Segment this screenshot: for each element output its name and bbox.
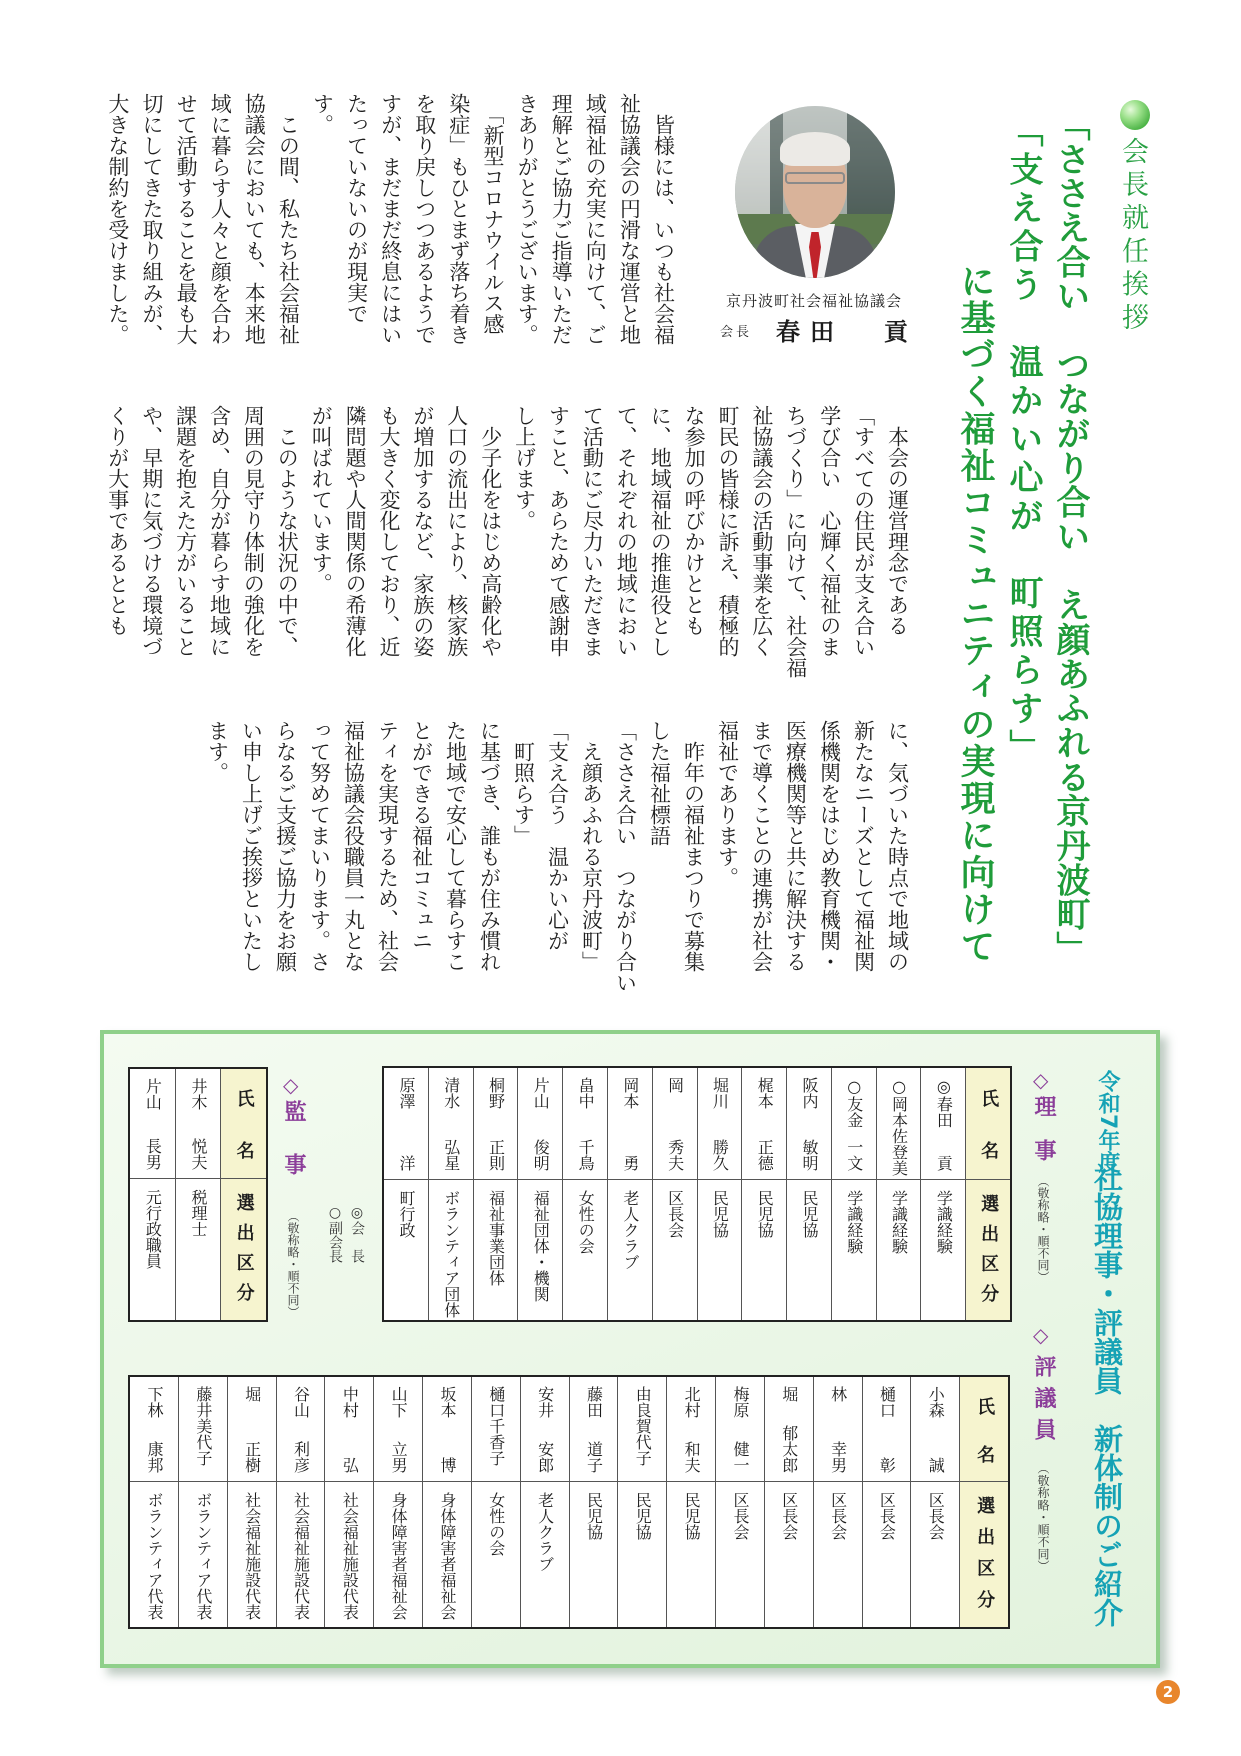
text-column: 「新型コロナウイルス感 — [481, 93, 505, 335]
member-category-cell — [429, 1180, 473, 1320]
text-column: 課題を抱えた方がいること — [173, 405, 198, 657]
text-column: って努めてまいります。さ — [307, 720, 332, 972]
section-heading: 会長就任挨拶 — [1117, 137, 1148, 330]
slogan-title-line-1: 「ささえ合い つながり合い え顔あふれる京丹波町」 — [1050, 107, 1090, 965]
member-category-cell — [176, 1179, 221, 1320]
member-surname: 坂本 — [437, 1386, 457, 1418]
member-category-cell — [911, 1482, 959, 1627]
member-name-cell — [563, 1068, 607, 1180]
text-column: 本会の運営理念である — [885, 405, 910, 636]
member-surname: 藤井美代子 — [193, 1386, 213, 1466]
member-category: ボランティア代表 — [193, 1492, 213, 1620]
text-column: 町照らす」 — [511, 720, 536, 846]
header-category-label: 選出区分 — [233, 1193, 255, 1301]
chairman-photo — [735, 106, 895, 278]
member-given-name: 正則 — [486, 1139, 506, 1171]
text-column: とができる福祉コミュニ — [409, 720, 434, 951]
member-name-cell — [814, 1377, 862, 1482]
member-category: 税理士 — [188, 1189, 208, 1237]
member-name-cell — [518, 1068, 562, 1180]
member-given-name: 康邦 — [145, 1441, 164, 1473]
text-column: 係機関をはじめ教育機関・ — [817, 720, 842, 972]
text-column: 染症」もひとまず落ち着き — [446, 93, 471, 345]
member-given-name: 勇 — [620, 1155, 640, 1171]
text-column: 域福祉の充実に向けて、ご — [583, 93, 608, 345]
member-category: ボランティア団体 — [441, 1190, 461, 1318]
member-name-cell — [863, 1377, 911, 1482]
member-category: 学識経験 — [844, 1190, 864, 1254]
member-given-name: 正樹 — [242, 1441, 262, 1473]
header-category-label: 選出区分 — [974, 1496, 996, 1608]
member-surname: ○岡本佐登美 — [889, 1077, 909, 1176]
member-surname: 樋口 — [877, 1386, 897, 1418]
member-surname: 堀川 — [710, 1077, 730, 1109]
member-surname: 梶本 — [755, 1077, 775, 1109]
member-column — [653, 1068, 698, 1320]
member-given-name: 安郎 — [535, 1441, 555, 1473]
member-surname: 清水 — [441, 1077, 461, 1109]
member-category-cell — [618, 1482, 666, 1627]
councilors-note: （敬称略・順不同） — [1036, 1462, 1050, 1572]
member-category: 女性の会 — [576, 1190, 596, 1254]
text-column: した福祉標語 — [647, 720, 672, 846]
member-name-cell — [228, 1377, 276, 1482]
header-name-cell — [966, 1068, 1010, 1180]
text-column: 協議会においても、本来地 — [242, 93, 267, 345]
member-given-name: 千鳥 — [576, 1139, 596, 1171]
member-category-cell — [921, 1180, 965, 1320]
member-name-cell — [176, 1069, 221, 1179]
member-column — [863, 1377, 912, 1627]
header-name-label: 氏名 — [974, 1396, 996, 1463]
text-column: 医療機関等と共に解決する — [783, 720, 808, 972]
member-category: 区長会 — [828, 1492, 848, 1540]
text-column: 昨年の福祉まつりで募集 — [681, 720, 706, 972]
text-column: し上げます。 — [512, 405, 537, 531]
member-surname: 安井 — [535, 1386, 555, 1418]
photo-glasses — [785, 172, 845, 184]
member-category-cell — [832, 1180, 876, 1320]
text-column: らなるご支援ご協力をお願 — [273, 720, 298, 972]
auditors-note: （敬称略・順不同） — [286, 1210, 300, 1318]
member-category: 区長会 — [779, 1492, 799, 1540]
member-surname: 岡本 — [620, 1077, 640, 1109]
header-category-cell — [966, 1180, 1010, 1320]
member-name-cell — [698, 1068, 742, 1180]
member-column — [176, 1069, 222, 1320]
member-name-cell — [277, 1377, 325, 1482]
member-given-name: 郁太郎 — [779, 1425, 799, 1473]
member-surname: 桐野 — [486, 1077, 506, 1109]
member-name-cell — [521, 1377, 569, 1482]
member-surname: 谷山 — [291, 1386, 311, 1418]
header-name-cell — [960, 1377, 1008, 1482]
caption-role: 会長 — [720, 325, 753, 340]
slogan-title-line-2: 「支え合う 温かい心が 町照らす」 — [1003, 113, 1043, 763]
text-column: 少子化をはじめ高齢化や — [478, 405, 503, 657]
member-category: 老人クラブ — [535, 1492, 555, 1572]
text-column: 祉協議会の活動事業を広く — [749, 405, 774, 657]
member-category-cell — [521, 1482, 569, 1627]
member-given-name: 立男 — [389, 1441, 409, 1473]
member-given-name: 和夫 — [682, 1441, 702, 1473]
text-column: 「支え合う 温かい心が — [545, 720, 570, 951]
member-name-cell — [921, 1068, 965, 1180]
text-column: 周囲の見守り体制の強化を — [241, 405, 266, 657]
text-column: たっていないのが現実で — [344, 93, 369, 324]
text-column: 人口の流出により、核家族 — [444, 405, 469, 657]
member-name-cell — [618, 1377, 666, 1482]
member-category: ボランティア代表 — [145, 1492, 164, 1620]
text-column: ます。 — [205, 720, 230, 783]
member-category: 社会福祉施設代表 — [291, 1492, 311, 1620]
member-name-cell — [474, 1068, 518, 1180]
member-category-cell — [716, 1482, 764, 1627]
roster-year: 令和7年度 — [1095, 1070, 1120, 1174]
text-column: 新たなニーズとして福祉関 — [851, 720, 876, 972]
caption-given-name: 貢 — [884, 317, 908, 346]
member-surname: 片山 — [143, 1078, 163, 1110]
member-surname: 藤田 — [584, 1386, 604, 1418]
member-given-name: 彰 — [877, 1457, 897, 1473]
green-bullet-icon — [1120, 100, 1150, 130]
member-category-cell — [667, 1482, 715, 1627]
member-name-cell — [130, 1377, 178, 1482]
member-category: 福祉事業団体 — [486, 1190, 506, 1286]
text-column: くりが大事であるととも — [105, 405, 130, 636]
member-column — [384, 1068, 429, 1320]
legend-vice-chair: ○副会長 — [327, 1205, 343, 1263]
member-category: 身体障害者福祉会 — [437, 1492, 457, 1620]
member-given-name: 洋 — [396, 1155, 416, 1171]
member-category: 社会福祉施設代表 — [340, 1492, 360, 1620]
member-column — [608, 1068, 653, 1320]
text-column: に、気づいた時点で地域の — [885, 720, 910, 972]
member-column — [423, 1377, 472, 1627]
member-name-cell — [179, 1377, 227, 1482]
member-category-cell — [765, 1482, 813, 1627]
text-column: ちづくり」に向けて、社会福 — [783, 405, 808, 678]
member-column — [618, 1377, 667, 1627]
member-surname: 岡 — [665, 1077, 685, 1093]
text-column: な参加の呼びかけととも — [682, 405, 707, 636]
member-name-cell — [911, 1377, 959, 1482]
directors-label: 理 事 — [1031, 1095, 1056, 1161]
member-column — [877, 1068, 922, 1320]
member-given-name: 利彦 — [291, 1441, 311, 1473]
text-column: 理解とご協力ご指導いただ — [549, 93, 574, 345]
text-column: 福祉であります。 — [715, 720, 740, 888]
member-name-cell — [423, 1377, 471, 1482]
member-category-cell — [877, 1180, 921, 1320]
table-header-column — [960, 1377, 1008, 1627]
councilors-label: 評議員 — [1031, 1355, 1056, 1440]
member-surname: 畠中 — [576, 1077, 596, 1109]
directors-note: （敬称略・順不同） — [1036, 1175, 1050, 1283]
member-category: 女性の会 — [486, 1492, 506, 1556]
member-name-cell — [429, 1068, 473, 1180]
text-column: この間、私たち社会福祉 — [276, 93, 301, 345]
member-category: 福祉団体・機関 — [531, 1190, 551, 1302]
member-given-name: 弘星 — [441, 1139, 461, 1171]
text-column: ティを実現するため、社会 — [375, 720, 400, 972]
member-surname: 片山 — [531, 1077, 551, 1109]
member-name-cell — [667, 1377, 715, 1482]
text-column: 福祉協議会役職員一丸とな — [341, 720, 366, 972]
text-column: が増加するなど、家族の姿 — [410, 405, 435, 657]
member-category-cell — [374, 1482, 422, 1627]
text-column: このような状況の中で、 — [275, 405, 300, 657]
member-column — [716, 1377, 765, 1627]
member-column — [570, 1377, 619, 1627]
member-column — [518, 1068, 563, 1320]
header-name-label: 氏名 — [233, 1089, 255, 1159]
member-category-cell — [787, 1180, 831, 1320]
member-column — [563, 1068, 608, 1320]
member-surname: 堀 — [779, 1386, 799, 1402]
member-column — [911, 1377, 960, 1627]
member-given-name: 健一 — [730, 1441, 750, 1473]
member-name-cell — [325, 1377, 373, 1482]
member-name-cell — [608, 1068, 652, 1180]
member-column — [787, 1068, 832, 1320]
member-category: 区長会 — [926, 1492, 946, 1540]
member-category-cell — [384, 1180, 428, 1320]
text-column: て、それぞれの地域におい — [614, 405, 639, 657]
diamond-outline-icon: ◇ — [283, 1073, 299, 1097]
member-name-cell — [653, 1068, 697, 1180]
member-column — [325, 1377, 374, 1627]
member-surname: 井木 — [188, 1078, 208, 1110]
member-name-cell — [765, 1377, 813, 1482]
member-surname: ◎春田 — [934, 1077, 954, 1128]
member-column — [832, 1068, 877, 1320]
member-given-name: 幸男 — [828, 1441, 848, 1473]
member-surname: 中村 — [340, 1386, 360, 1418]
text-column: 祉協議会の円滑な運営と地 — [617, 93, 642, 345]
text-column: せて活動することを最も大 — [174, 93, 199, 345]
member-surname: 北村 — [682, 1386, 702, 1418]
member-given-name: 長男 — [143, 1138, 163, 1170]
text-column: 隣問題や人間関係の希薄化 — [343, 405, 368, 657]
text-column: すが、まだまだ終息にはい — [378, 93, 403, 345]
member-category-cell — [742, 1180, 786, 1320]
member-category: 民児協 — [584, 1492, 604, 1540]
text-column: すこと、あらためて感謝申 — [546, 405, 571, 657]
caption-organization: 京丹波町社会福祉協議会 — [725, 292, 902, 310]
member-given-name: 悦夫 — [188, 1138, 208, 1170]
text-column: 含め、自分が暮らす地域に — [207, 405, 232, 657]
member-name-cell — [130, 1069, 175, 1179]
member-name-cell — [570, 1377, 618, 1482]
member-category: 民児協 — [799, 1190, 819, 1238]
auditors-table — [128, 1067, 268, 1322]
member-surname: 由良賀代子 — [633, 1386, 653, 1466]
member-column — [742, 1068, 787, 1320]
member-category-cell — [472, 1482, 520, 1627]
member-category: 民児協 — [755, 1190, 775, 1238]
member-name-cell — [877, 1068, 921, 1180]
member-category: 区長会 — [665, 1190, 685, 1238]
member-column — [429, 1068, 474, 1320]
text-column: に基づき、誰もが住み慣れ — [477, 720, 502, 972]
table-header-column — [966, 1068, 1010, 1320]
caption-surname: 春田 — [776, 317, 844, 346]
text-column: 皆様には、いつも社会福 — [651, 93, 676, 345]
member-category-cell — [277, 1482, 325, 1627]
member-given-name: 正德 — [755, 1139, 775, 1171]
member-given-name: 貢 — [934, 1155, 954, 1171]
member-surname: 阪内 — [799, 1077, 819, 1109]
diamond-outline-icon: ◇ — [1033, 1068, 1049, 1092]
member-surname: 林 — [828, 1386, 848, 1402]
member-given-name: 一文 — [844, 1139, 864, 1171]
member-category: 区長会 — [877, 1492, 897, 1540]
text-column: 「ささえ合い つながり合い — [613, 720, 638, 993]
header-name-label: 氏名 — [978, 1089, 1000, 1159]
member-column — [277, 1377, 326, 1627]
text-column: に、地域福祉の推進役とし — [648, 405, 673, 657]
member-name-cell — [374, 1377, 422, 1482]
text-column: も大きく変化しており、近 — [377, 405, 401, 657]
directors-table — [382, 1066, 1012, 1322]
member-column — [667, 1377, 716, 1627]
member-category-cell — [325, 1482, 373, 1627]
member-category-cell — [130, 1482, 178, 1627]
member-name-cell — [716, 1377, 764, 1482]
diamond-outline-icon: ◇ — [1033, 1323, 1049, 1347]
member-column — [179, 1377, 228, 1627]
member-category-cell — [570, 1482, 618, 1627]
member-given-name: 博 — [437, 1457, 457, 1473]
member-name-cell — [472, 1377, 520, 1482]
header-category-cell — [960, 1482, 1008, 1627]
member-column — [374, 1377, 423, 1627]
header-name-cell — [221, 1069, 266, 1179]
member-category-cell — [130, 1179, 175, 1320]
text-column: い申し上げご挨拶といたし — [239, 720, 264, 972]
member-surname: ○友金 — [844, 1077, 864, 1128]
member-category-cell — [474, 1180, 518, 1320]
member-name-cell — [832, 1068, 876, 1180]
member-surname: 山下 — [389, 1386, 409, 1418]
text-column: て活動にご尽力いただきま — [580, 405, 605, 657]
member-given-name: 道子 — [584, 1441, 604, 1473]
text-column: を取り戻しつつあるようで — [412, 93, 437, 345]
member-given-name: 俊明 — [531, 1139, 551, 1171]
page-number-badge: 2 — [1156, 1680, 1180, 1704]
member-column — [472, 1377, 521, 1627]
member-category-cell — [179, 1482, 227, 1627]
roster-title: 社協理事・評議員 新体制のご紹介 — [1090, 1163, 1124, 1627]
member-category-cell — [698, 1180, 742, 1320]
member-category-cell — [518, 1180, 562, 1320]
member-category: 学識経験 — [934, 1190, 954, 1254]
member-category: 民児協 — [682, 1492, 702, 1540]
member-category: 社会福祉施設代表 — [242, 1492, 262, 1620]
text-column: 「すべての住民が支え合い — [851, 405, 876, 657]
text-column: まで導くことの連携が社会 — [749, 720, 774, 972]
member-category: 元行政職員 — [143, 1189, 163, 1269]
member-given-name: 誠 — [926, 1457, 946, 1473]
member-category: 老人クラブ — [620, 1190, 640, 1270]
header-category-cell — [221, 1179, 266, 1320]
slogan-title-line-3: に基づく福祉コミュニティの実現に向けて — [955, 263, 995, 963]
text-column: 大きな制約を受けました。 — [105, 93, 130, 345]
table-header-column — [221, 1069, 266, 1320]
text-column: 切にしてきた取り組みが、 — [140, 93, 164, 345]
text-column: た地域で安心して暮らすこ — [443, 720, 468, 972]
text-column: 町民の皆様に訴え、積極的 — [716, 405, 740, 657]
member-category-cell — [423, 1482, 471, 1627]
member-category: 学識経験 — [889, 1190, 909, 1254]
photo-hair — [780, 132, 850, 166]
member-category: 民児協 — [710, 1190, 730, 1238]
member-surname: 小森 — [926, 1386, 946, 1418]
member-category-cell — [228, 1482, 276, 1627]
member-surname: 原澤 — [396, 1077, 416, 1109]
header-category-label: 選出区分 — [978, 1194, 1000, 1302]
member-category: 町行政 — [396, 1190, 416, 1238]
member-category: 身体障害者福祉会 — [389, 1492, 409, 1620]
text-column: 学び合い 心輝く福祉のま — [817, 405, 842, 657]
member-surname: 梅原 — [730, 1386, 750, 1418]
member-name-cell — [787, 1068, 831, 1180]
member-column — [698, 1068, 743, 1320]
member-surname: 堀 — [242, 1386, 262, 1402]
councilors-table — [128, 1375, 1010, 1629]
member-category-cell — [814, 1482, 862, 1627]
text-column: す。 — [310, 93, 335, 135]
member-category-cell — [653, 1180, 697, 1320]
member-column — [130, 1377, 179, 1627]
member-given-name: 弘 — [340, 1457, 360, 1473]
member-category-cell — [563, 1180, 607, 1320]
member-surname: 樋口千香子 — [486, 1386, 506, 1466]
member-column — [521, 1377, 570, 1627]
member-given-name: 勝久 — [710, 1139, 730, 1171]
member-given-name: 秀夫 — [665, 1139, 685, 1171]
member-category: 区長会 — [730, 1492, 750, 1540]
member-column — [921, 1068, 966, 1320]
member-column — [228, 1377, 277, 1627]
member-column — [814, 1377, 863, 1627]
text-column: きありがとうございます。 — [515, 93, 540, 345]
member-column — [765, 1377, 814, 1627]
member-category: 民児協 — [633, 1492, 653, 1540]
member-given-name: 敏明 — [799, 1139, 819, 1171]
text-column: や、早期に気づける環境づ — [139, 405, 164, 657]
member-name-cell — [742, 1068, 786, 1180]
member-category-cell — [863, 1482, 911, 1627]
member-column — [474, 1068, 519, 1320]
member-name-cell — [384, 1068, 428, 1180]
member-surname: 下林 — [145, 1386, 164, 1418]
member-column — [130, 1069, 176, 1320]
legend-chair: ◎会 長 — [349, 1205, 365, 1263]
member-category-cell — [608, 1180, 652, 1320]
auditors-label: 監 事 — [281, 1100, 306, 1175]
text-column: 域に暮らす人々と顔を合わ — [208, 93, 233, 345]
text-column: が叫ばれています。 — [309, 405, 334, 594]
text-column: え顔あふれる京丹波町」 — [579, 720, 604, 972]
